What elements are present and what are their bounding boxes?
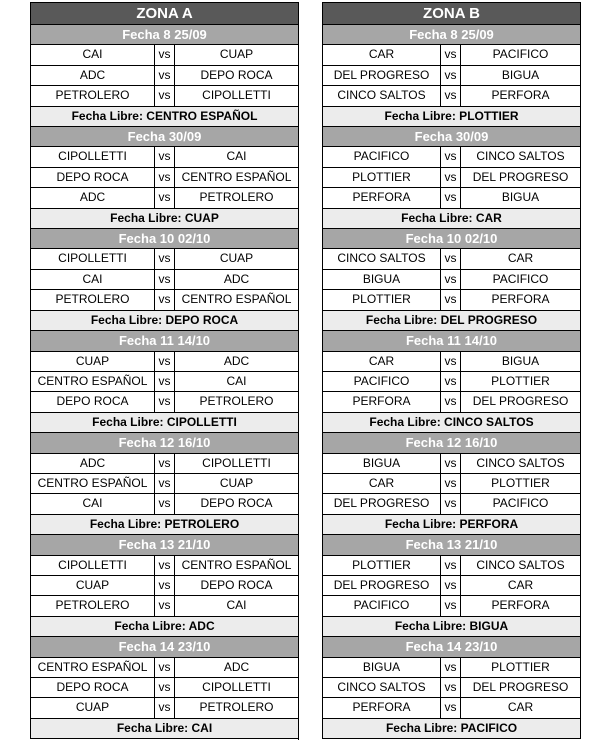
home-team: CIPOLLETTI [31,249,155,269]
fecha-libre: Fecha Libre: CINCO SALTOS [323,412,581,432]
zona-a-body [31,3,299,739]
away-team: PACIFICO [461,269,581,289]
vs-label: vs [155,290,175,310]
match-row [31,249,299,269]
vs-label: vs [155,494,175,514]
match-row [31,371,299,391]
vs-label: vs [155,453,175,473]
vs-label: vs [155,392,175,412]
away-team: CUAP [175,473,299,493]
fecha-header-row [31,127,299,147]
fecha-libre-row [31,208,299,228]
fecha-libre: Fecha Libre: BIGUA [323,616,581,636]
match-row [323,147,581,167]
vs-label: vs [155,269,175,289]
match-row [323,188,581,208]
match-row [31,555,299,575]
home-team: CUAP [31,698,155,718]
zona-a-table [30,2,299,739]
fecha-label: Fecha 11 14/10 [323,331,581,351]
fecha-label: Fecha 14 23/10 [323,637,581,657]
home-team: ADC [31,65,155,85]
fecha-header-row [323,433,581,453]
match-row [31,453,299,473]
fecha-label: Fecha 10 02/10 [323,229,581,249]
away-team: CENTRO ESPAÑOL [175,290,299,310]
match-row [323,596,581,616]
home-team: CAR [323,473,441,493]
home-team: CAR [323,45,441,65]
match-row [31,392,299,412]
fecha-label: Fecha 8 25/09 [323,25,581,45]
match-row [323,473,581,493]
fecha-libre: Fecha Libre: PETROLERO [31,514,299,534]
home-team: PETROLERO [31,290,155,310]
home-team: PERFORA [323,698,441,718]
vs-label: vs [441,494,461,514]
vs-label: vs [155,147,175,167]
fecha-libre-row [323,616,581,636]
match-row [31,167,299,187]
home-team: ADC [31,188,155,208]
away-team: PERFORA [461,86,581,106]
fecha-header-row [31,25,299,45]
fecha-label: Fecha 13 21/10 [31,535,299,555]
fecha-header-row [323,331,581,351]
match-row [31,290,299,310]
home-team: CIPOLLETTI [31,555,155,575]
match-row [31,86,299,106]
vs-label: vs [441,249,461,269]
vs-label: vs [441,555,461,575]
away-team: CINCO SALTOS [461,147,581,167]
vs-label: vs [441,596,461,616]
match-row [323,698,581,718]
fecha-libre-row [31,514,299,534]
vs-label: vs [441,575,461,595]
match-row [323,555,581,575]
home-team: ADC [31,453,155,473]
away-team: DEPO ROCA [175,575,299,595]
fecha-header-row [323,637,581,657]
match-row [31,473,299,493]
fecha-libre: Fecha Libre: CAR [323,208,581,228]
home-team: PETROLERO [31,86,155,106]
home-team: BIGUA [323,657,441,677]
home-team: PACIFICO [323,596,441,616]
vs-label: vs [441,45,461,65]
fecha-libre: Fecha Libre: DEL PROGRESO [323,310,581,330]
fecha-libre-row [31,616,299,636]
away-team: PACIFICO [461,494,581,514]
vs-label: vs [441,351,461,371]
vs-label: vs [441,167,461,187]
fecha-label: Fecha 10 02/10 [31,229,299,249]
away-team: DEPO ROCA [175,65,299,85]
match-row [323,494,581,514]
fecha-header-row [323,25,581,45]
vs-label: vs [155,167,175,187]
away-team: PETROLERO [175,392,299,412]
fecha-header-row [323,229,581,249]
vs-label: vs [155,698,175,718]
match-row [323,678,581,698]
fecha-label: Fecha 12 16/10 [31,433,299,453]
home-team: BIGUA [323,453,441,473]
fecha-libre-row [31,718,299,738]
fecha-label: Fecha 13 21/10 [323,535,581,555]
vs-label: vs [441,269,461,289]
home-team: PLOTTIER [323,555,441,575]
vs-label: vs [155,678,175,698]
match-row [323,657,581,677]
fecha-libre: Fecha Libre: PERFORA [323,514,581,534]
away-team: CENTRO ESPAÑOL [175,167,299,187]
away-team: CAR [461,698,581,718]
fecha-libre: Fecha Libre: PLOTTIER [323,106,581,126]
home-team: CINCO SALTOS [323,249,441,269]
match-row [323,453,581,473]
away-team: PACIFICO [461,45,581,65]
home-team: PACIFICO [323,147,441,167]
away-team: ADC [175,351,299,371]
vs-label: vs [155,657,175,677]
home-team: DEPO ROCA [31,167,155,187]
fecha-libre-row [323,310,581,330]
home-team: DEPO ROCA [31,678,155,698]
away-team: CIPOLLETTI [175,86,299,106]
fecha-libre: Fecha Libre: PACIFICO [323,718,581,738]
vs-label: vs [155,371,175,391]
home-team: CIPOLLETTI [31,147,155,167]
home-team: CAI [31,494,155,514]
away-team: BIGUA [461,351,581,371]
vs-label: vs [441,65,461,85]
match-row [31,351,299,371]
home-team: PERFORA [323,188,441,208]
home-team: DEL PROGRESO [323,65,441,85]
home-team: CENTRO ESPAÑOL [31,371,155,391]
match-row [323,167,581,187]
away-team: CAI [175,596,299,616]
fecha-libre: Fecha Libre: CENTRO ESPAÑOL [31,106,299,126]
zone-title-row [323,3,581,25]
match-row [323,65,581,85]
away-team: ADC [175,269,299,289]
away-team: CUAP [175,249,299,269]
vs-label: vs [155,188,175,208]
zona-b-table [322,2,581,739]
fecha-libre-row [323,718,581,738]
home-team: CENTRO ESPAÑOL [31,473,155,493]
vs-label: vs [155,555,175,575]
away-team: DEL PROGRESO [461,678,581,698]
fecha-libre-row [31,310,299,330]
zone-title-row [31,3,299,25]
match-row [31,269,299,289]
match-row [323,45,581,65]
match-row [31,575,299,595]
vs-label: vs [441,698,461,718]
match-row [31,65,299,85]
fecha-label: Fecha 14 23/10 [31,637,299,657]
fecha-libre: Fecha Libre: CUAP [31,208,299,228]
vs-label: vs [441,371,461,391]
fecha-libre-row [323,412,581,432]
vs-label: vs [441,473,461,493]
home-team: PERFORA [323,392,441,412]
zone-divider [298,2,299,740]
fecha-libre-row [323,106,581,126]
fecha-header-row [31,229,299,249]
away-team: CUAP [175,45,299,65]
vs-label: vs [441,147,461,167]
home-team: CENTRO ESPAÑOL [31,657,155,677]
vs-label: vs [155,351,175,371]
vs-label: vs [441,453,461,473]
home-team: PLOTTIER [323,167,441,187]
match-row [31,45,299,65]
match-row [323,392,581,412]
match-row [323,371,581,391]
home-team: DEL PROGRESO [323,575,441,595]
fecha-libre-row [323,208,581,228]
away-team: PETROLERO [175,188,299,208]
fecha-header-row [31,535,299,555]
fecha-header-row [31,637,299,657]
home-team: BIGUA [323,269,441,289]
away-team: BIGUA [461,188,581,208]
away-team: CIPOLLETTI [175,453,299,473]
away-team: CIPOLLETTI [175,678,299,698]
away-team: DEPO ROCA [175,494,299,514]
home-team: CAI [31,269,155,289]
zona-b-body [323,3,581,739]
vs-label: vs [441,678,461,698]
fecha-label: Fecha 11 14/10 [31,331,299,351]
fecha-header-row [323,535,581,555]
away-team: CENTRO ESPAÑOL [175,555,299,575]
fecha-header-row [31,331,299,351]
home-team: PLOTTIER [323,290,441,310]
fecha-libre-row [31,106,299,126]
home-team: PACIFICO [323,371,441,391]
away-team: CAR [461,575,581,595]
away-team: CINCO SALTOS [461,453,581,473]
away-team: PERFORA [461,596,581,616]
fecha-header-row [323,127,581,147]
match-row [323,86,581,106]
match-row [31,657,299,677]
zone-title: ZONA A [31,3,299,25]
away-team: CAI [175,371,299,391]
vs-label: vs [155,596,175,616]
vs-label: vs [155,249,175,269]
match-row [323,575,581,595]
vs-label: vs [441,86,461,106]
match-row [31,698,299,718]
vs-label: vs [155,473,175,493]
away-team: PETROLERO [175,698,299,718]
home-team: CUAP [31,351,155,371]
home-team: PETROLERO [31,596,155,616]
match-row [31,678,299,698]
away-team: DEL PROGRESO [461,167,581,187]
away-team: ADC [175,657,299,677]
match-row [323,269,581,289]
home-team: DEL PROGRESO [323,494,441,514]
away-team: CINCO SALTOS [461,555,581,575]
fecha-label: Fecha 8 25/09 [31,25,299,45]
match-row [31,147,299,167]
away-team: PERFORA [461,290,581,310]
zone-title: ZONA B [323,3,581,25]
fecha-label: Fecha 30/09 [323,127,581,147]
away-team: BIGUA [461,65,581,85]
home-team: CINCO SALTOS [323,678,441,698]
fecha-label: Fecha 30/09 [31,127,299,147]
fecha-libre: Fecha Libre: ADC [31,616,299,636]
vs-label: vs [155,86,175,106]
match-row [31,494,299,514]
away-team: CAR [461,249,581,269]
vs-label: vs [155,65,175,85]
away-team: DEL PROGRESO [461,392,581,412]
match-row [323,351,581,371]
away-team: CAI [175,147,299,167]
fecha-libre: Fecha Libre: CAI [31,718,299,738]
vs-label: vs [441,188,461,208]
vs-label: vs [155,45,175,65]
vs-label: vs [441,657,461,677]
fecha-libre-row [31,412,299,432]
fecha-libre: Fecha Libre: CIPOLLETTI [31,412,299,432]
fecha-libre-row [323,514,581,534]
match-row [31,596,299,616]
vs-label: vs [441,392,461,412]
match-row [31,188,299,208]
home-team: CAR [323,351,441,371]
away-team: PLOTTIER [461,371,581,391]
vs-label: vs [155,575,175,595]
match-row [323,249,581,269]
fecha-libre: Fecha Libre: DEPO ROCA [31,310,299,330]
match-row [323,290,581,310]
away-team: PLOTTIER [461,473,581,493]
fecha-header-row [31,433,299,453]
home-team: DEPO ROCA [31,392,155,412]
home-team: CAI [31,45,155,65]
fecha-label: Fecha 12 16/10 [323,433,581,453]
home-team: CUAP [31,575,155,595]
away-team: PLOTTIER [461,657,581,677]
home-team: CINCO SALTOS [323,86,441,106]
vs-label: vs [441,290,461,310]
